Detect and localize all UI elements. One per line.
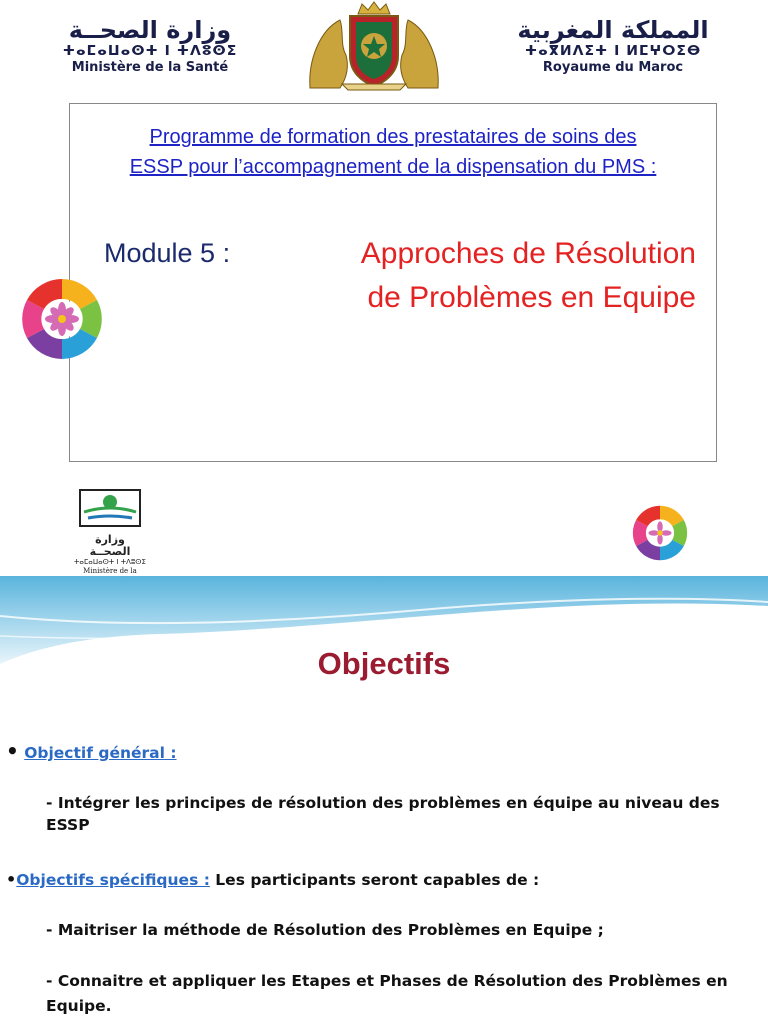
bullet-icon: • [6, 870, 17, 889]
ministry-header [40, 18, 260, 76]
program-line-1: Programme de formation des prestataires de soins des [149, 126, 637, 148]
specific-objectives-intro: Les participants seront capables de : [209, 871, 540, 889]
health-logo-icon [74, 488, 146, 530]
kingdom-french: Royaume du Maroc [542, 60, 684, 75]
ministry-health-logo [74, 488, 146, 575]
ministry-arabic: وزارة الصحــة [68, 16, 232, 44]
program-line-2: ESSP pour l’accompagnement de la dispensation du PMS : [129, 156, 657, 178]
health-logo-arabic: وزارة الصحــة [89, 533, 131, 558]
general-objective-text-1: - Intégrer les principes de résolution des problèmes en équipe au niveau des [46, 794, 720, 812]
health-logo-tifinagh: ⵜⴰⵎⴰⵡⴰⵙⵜ ⵏ ⵜⴷⵓⵙⵉ [74, 558, 146, 566]
specific-objectives-heading [6, 869, 539, 891]
pms-wheel-logo-icon [12, 275, 112, 363]
specific-objectives-label: Objectifs spécifiques : [16, 871, 210, 889]
general-objective-heading [6, 740, 177, 764]
module-title-line-2: de Problèmes en Equipe [367, 281, 696, 314]
kingdom-arabic: المملكة المغربية [517, 16, 709, 44]
module-number: Module 5 : [104, 238, 231, 268]
bullet-icon: • [6, 739, 19, 763]
ministry-french: Ministère de la Santé [71, 60, 229, 75]
module-title-line-1: Approches de Résolution [360, 237, 696, 270]
ministry-tifinagh: ⵜⴰⵎⴰⵡⴰⵙⵜ ⵏ ⵜⴷⵓⵙⵉ [62, 43, 238, 59]
header-strip [0, 0, 768, 98]
moroccan-coat-of-arms-icon [300, 0, 448, 92]
title-box [69, 103, 717, 462]
objectives-slide [0, 576, 768, 1024]
general-objective-label: Objectif général : [24, 744, 177, 762]
specific-objective-2-line-2: Equipe. [46, 997, 112, 1015]
kingdom-tifinagh: ⵜⴰⴳⵍⴷⵉⵜ ⵏ ⵍⵎⵖⵔⵉⴱ [524, 43, 702, 59]
objectives-title: Objectifs [317, 646, 451, 681]
pms-wheel-logo-small-icon [623, 503, 697, 563]
module-title [266, 232, 696, 320]
specific-objective-1: - Maitriser la méthode de Résolution des Problèmes en Equipe ; [46, 921, 604, 939]
specific-objective-2-line-1: - Connaitre et appliquer les Etapes et Phases de Résolution des Problèmes en [46, 972, 728, 990]
general-objective-text-2: ESSP [46, 816, 90, 834]
kingdom-header [498, 18, 728, 76]
health-logo-french: Ministère de la [83, 567, 137, 575]
